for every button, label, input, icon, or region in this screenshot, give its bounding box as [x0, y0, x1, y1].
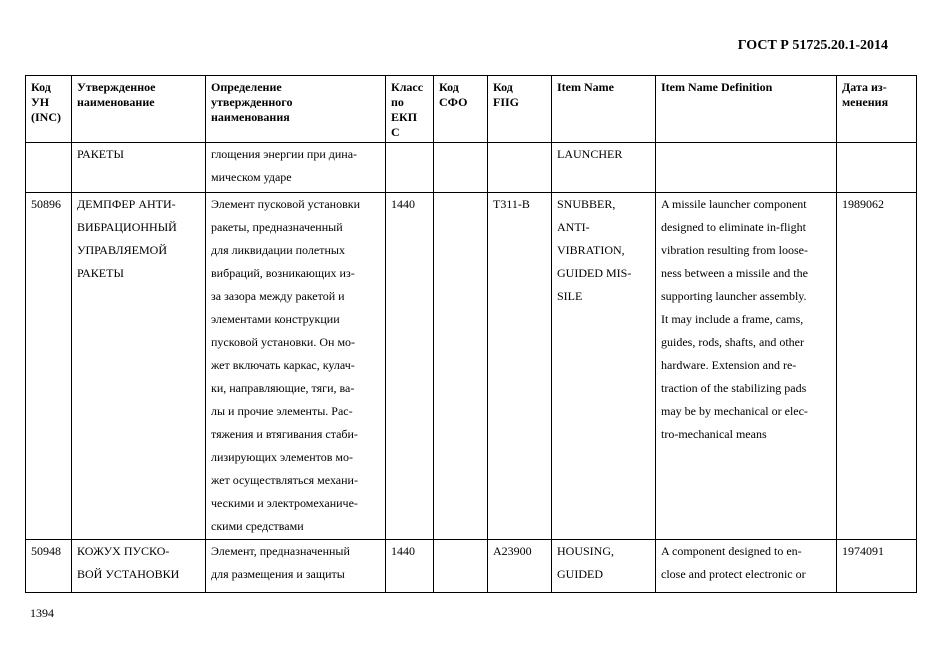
- cell-approved-name: КОЖУХ ПУСКО- ВОЙ УСТАНОВКИ: [72, 540, 206, 593]
- cell-class: 1440: [386, 193, 434, 540]
- header-item-name-definition: Item Name Definition: [656, 76, 837, 143]
- cell-approved-name: РАКЕТЫ: [72, 143, 206, 193]
- cell-class: 1440: [386, 540, 434, 593]
- cell-fiig-code: A23900: [488, 540, 552, 593]
- cell-inc: 50896: [26, 193, 72, 540]
- table-row: [26, 540, 917, 593]
- table-row: [26, 193, 917, 540]
- header-fiig-code: Код FIIG: [488, 76, 552, 143]
- cell-change-date: 1974091: [837, 540, 917, 593]
- page-number: 1394: [30, 606, 54, 620]
- header-name-definition: Определение утвержденного наименования: [206, 76, 386, 143]
- header-class: Класс по ЕКП С: [386, 76, 434, 143]
- document-code: ГОСТ Р 51725.20.1-2014: [737, 38, 888, 53]
- cell-change-date: 1989062: [837, 193, 917, 540]
- cell-name-definition: глощения энергии при дина- мическом ударе: [206, 143, 386, 193]
- cell-inc: 50948: [26, 540, 72, 593]
- cell-item-name-definition: A component designed to en- close and protect electronic or: [656, 540, 837, 593]
- cell-sfo-code: [434, 143, 488, 193]
- table-row: [26, 143, 917, 193]
- header-item-name: Item Name: [552, 76, 656, 143]
- cell-item-name-definition: A missile launcher component designed to eliminate in-flight vibration resulting from loose- ness between a missile and the supporting launcher assembly. It may include a frame, cams, guides, rods, shafts, and other hardware. Extension and re- traction of the stabilizing pads may be by mechanical or elec- tro-mechanical means: [656, 193, 837, 540]
- cell-class: [386, 143, 434, 193]
- cell-name-definition: Элемент пусковой установки ракеты, предназначенный для ликвидации полетных вибраций, возникающих из- за зазора между ракетой и элементами конструкции пусковой установки. Он мо- жет включать каркас, кулач- ки, направляющие, тяги, ва- лы и прочие элементы. Рас- тяжения и втягивания стаби- лизирующих элементов мо- жет осуществляться механи- ческими и электромеханиче- скими средствами: [206, 193, 386, 540]
- cell-name-definition: Элемент, предназначенный для размещения и защиты: [206, 540, 386, 593]
- cell-item-name: LAUNCHER: [552, 143, 656, 193]
- cell-fiig-code: [488, 143, 552, 193]
- header-change-date: Дата из- менения: [837, 76, 917, 143]
- cell-inc: [26, 143, 72, 193]
- cell-fiig-code: T311-B: [488, 193, 552, 540]
- table-header-row: [26, 76, 917, 143]
- header-approved-name: Утвержденное наименование: [72, 76, 206, 143]
- cell-item-name-definition: [656, 143, 837, 193]
- cell-change-date: [837, 143, 917, 193]
- header-sfo-code: Код СФО: [434, 76, 488, 143]
- cell-sfo-code: [434, 540, 488, 593]
- cell-item-name: HOUSING, GUIDED: [552, 540, 656, 593]
- cell-item-name: SNUBBER, ANTI- VIBRATION, GUIDED MIS- SILE: [552, 193, 656, 540]
- catalog-table: [25, 75, 917, 593]
- cell-approved-name: ДЕМПФЕР АНТИ- ВИБРАЦИОННЫЙ УПРАВЛЯЕМОЙ РАКЕТЫ: [72, 193, 206, 540]
- header-inc: Код УН (INC): [26, 76, 72, 143]
- cell-sfo-code: [434, 193, 488, 540]
